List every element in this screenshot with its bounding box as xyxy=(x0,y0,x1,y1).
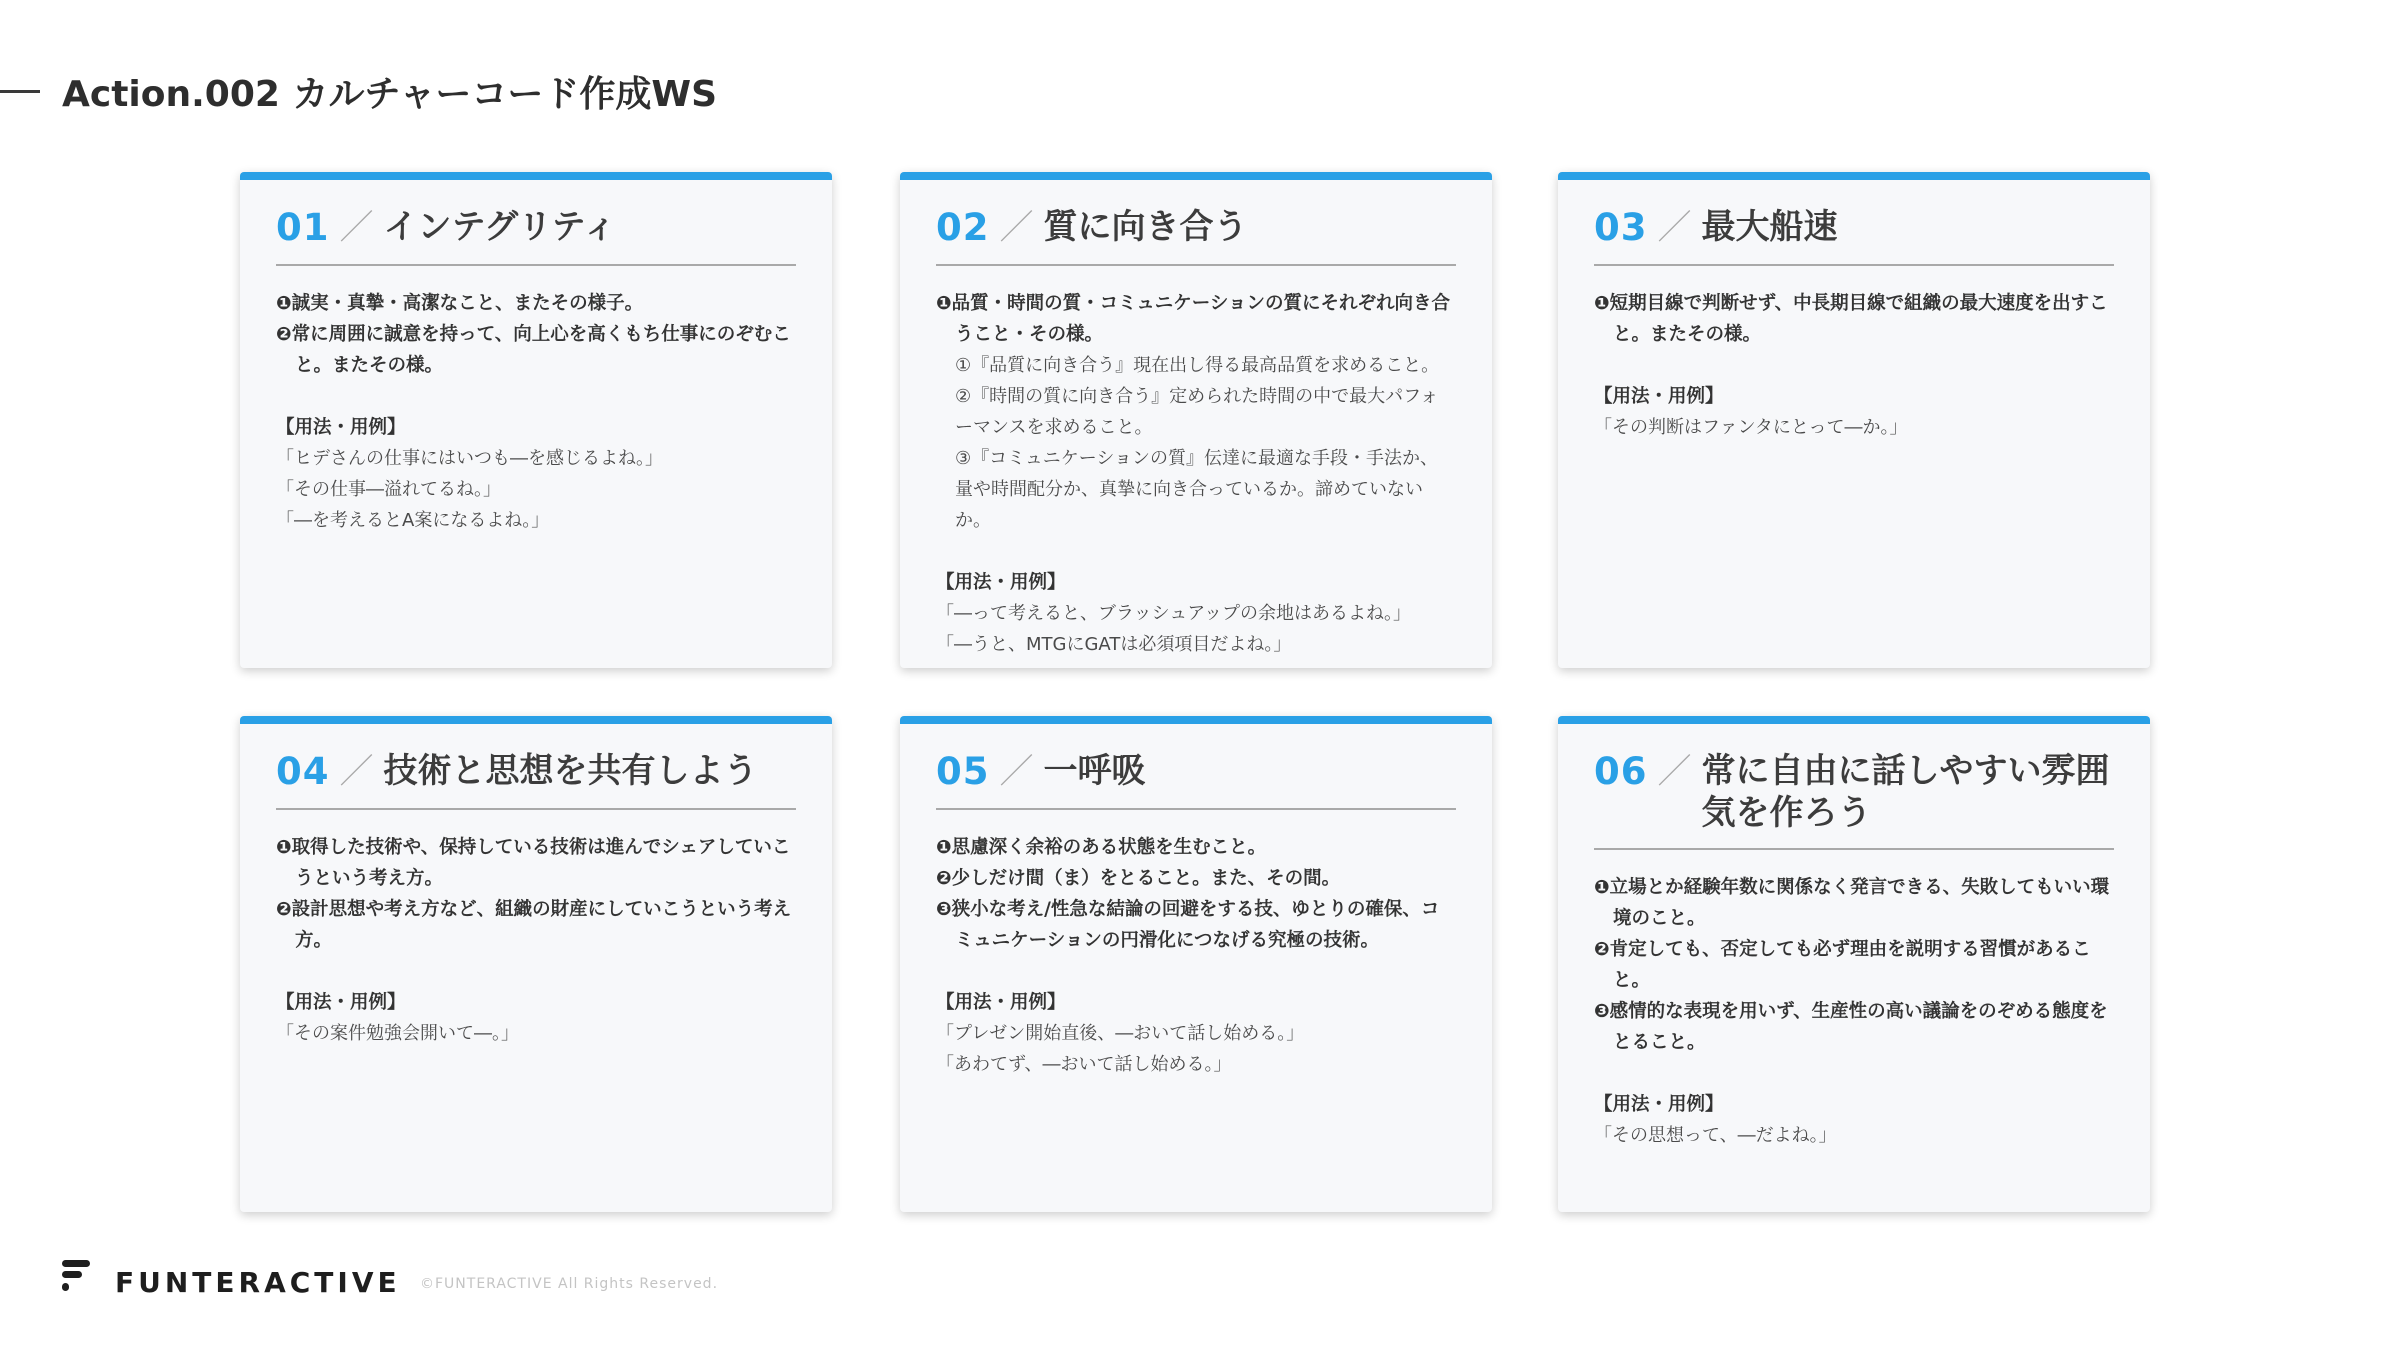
page-title: Action.002 カルチャーコード作成WS xyxy=(62,74,718,115)
card-title: 常に自由に話しやすい雰囲気を作ろう xyxy=(1701,751,2110,833)
definition-item: ❶品質・時間の質・コミュニケーションの質にそれぞれ向き合うこと・その様。 xyxy=(936,293,1451,345)
card-number: 03 xyxy=(1594,206,1648,249)
card-03 xyxy=(1558,172,2150,668)
usage-example: 「ヒデさんの仕事にはいつも―を感じるよね。」 xyxy=(276,448,663,469)
card-title: 一呼吸 xyxy=(1043,751,1146,791)
brand-logo-text: FUNTERACTIVE xyxy=(115,1266,401,1299)
definition-item: ❶取得した技術や、保持している技術は進んでシェアしていこうという考え方。 xyxy=(276,837,791,889)
definition-item: ❶立場とか経験年数に関係なく発言できる、失敗してもいい環境のこと。 xyxy=(1594,877,2110,929)
usage-label: 【用法・用例】 xyxy=(276,992,406,1013)
card-header xyxy=(1594,750,2114,850)
card-06 xyxy=(1558,716,2150,1212)
usage-label: 【用法・用例】 xyxy=(276,417,406,438)
usage-example: 「―って考えると、ブラッシュアップの余地はあるよね。」 xyxy=(936,603,1412,624)
card-04 xyxy=(240,716,832,1212)
card-number: 01 xyxy=(276,206,330,249)
funteractive-logo-icon xyxy=(62,1260,92,1292)
card-title: インテグリティ xyxy=(383,207,617,247)
card-number: 05 xyxy=(936,750,990,793)
card-separator: ／ xyxy=(999,752,1034,792)
card-header xyxy=(276,750,796,810)
definition-subitem: ②『時間の質に向き合う』定められた時間の中で最大パフォーマンスを求めること。 xyxy=(955,386,1439,438)
definition-item: ❷少しだけ間（ま）をとること。また、その間。 xyxy=(936,868,1341,889)
usage-label: 【用法・用例】 xyxy=(936,992,1066,1013)
card-number: 04 xyxy=(276,750,330,793)
usage-example: 「その思想って、―だよね。」 xyxy=(1594,1125,1837,1146)
definition-item: ❷設計思想や考え方など、組織の財産にしていこうという考え方。 xyxy=(276,899,792,951)
card-header xyxy=(936,750,1456,810)
definition-subitem: ③『コミュニケーションの質』伝達に最適な手段・手法か、量や時間配分か、真摯に向き合っているか。諦めていないか。 xyxy=(955,448,1439,531)
card-separator: ／ xyxy=(1657,208,1692,248)
card-separator: ／ xyxy=(339,752,374,792)
usage-example: 「あわてず、―おいて話し始める。」 xyxy=(936,1054,1232,1075)
definition-item: ❷肯定しても、否定しても必ず理由を説明する習慣があること。 xyxy=(1594,939,2091,991)
title-rule xyxy=(0,90,40,93)
definition-item: ❷常に周囲に誠意を持って、向上心を高くもち仕事にのぞむこと。またその様。 xyxy=(276,324,791,376)
card-title: 質に向き合う xyxy=(1043,207,1248,247)
copyright-text: ©FUNTERACTIVE All Rights Reserved. xyxy=(420,1276,719,1292)
usage-label: 【用法・用例】 xyxy=(936,572,1066,593)
card-header xyxy=(276,206,796,266)
card-separator: ／ xyxy=(999,208,1034,248)
card-number: 06 xyxy=(1594,750,1648,793)
usage-example: 「その案件勉強会開いて―。」 xyxy=(276,1023,519,1044)
card-number: 02 xyxy=(936,206,990,249)
card-header xyxy=(1594,206,2114,266)
usage-example: 「―を考えるとA案になるよね。」 xyxy=(276,510,550,531)
usage-example: 「―うと、MTGにGATは必須項目だよね。」 xyxy=(936,634,1292,655)
definition-item: ❶短期目線で判断せず、中長期目線で組織の最大速度を出すこと。またその様。 xyxy=(1594,293,2108,345)
definition-item: ❶誠実・真摯・高潔なこと、またその様子。 xyxy=(276,293,644,314)
usage-example: 「プレゼン開始直後、―おいて話し始める。」 xyxy=(936,1023,1305,1044)
card-title: 最大船速 xyxy=(1701,207,1838,247)
usage-example: 「その仕事―溢れてるね。」 xyxy=(276,479,501,500)
usage-example: 「その判断はファンタにとって―か。」 xyxy=(1594,417,1908,438)
card-separator: ／ xyxy=(1657,752,1692,792)
card-separator: ／ xyxy=(339,208,374,248)
card-01 xyxy=(240,172,832,668)
card-02 xyxy=(900,172,1492,668)
definition-item: ❸狭小な考え/性急な結論の回避をする技、ゆとりの確保、コミュニケーションの円滑化につなげる究極の技術。 xyxy=(936,899,1440,951)
card-05 xyxy=(900,716,1492,1212)
card-header xyxy=(936,206,1456,266)
definition-item: ❶思慮深く余裕のある状態を生むこと。 xyxy=(936,837,1267,858)
definition-subitem: ①『品質に向き合う』現在出し得る最高品質を求めること。 xyxy=(955,355,1440,376)
card-title: 技術と思想を共有しよう xyxy=(383,751,758,791)
definition-item: ❸感情的な表現を用いず、生産性の高い議論をのぞめる態度をとること。 xyxy=(1594,1001,2108,1053)
usage-label: 【用法・用例】 xyxy=(1594,1094,1724,1115)
usage-label: 【用法・用例】 xyxy=(1594,386,1724,407)
